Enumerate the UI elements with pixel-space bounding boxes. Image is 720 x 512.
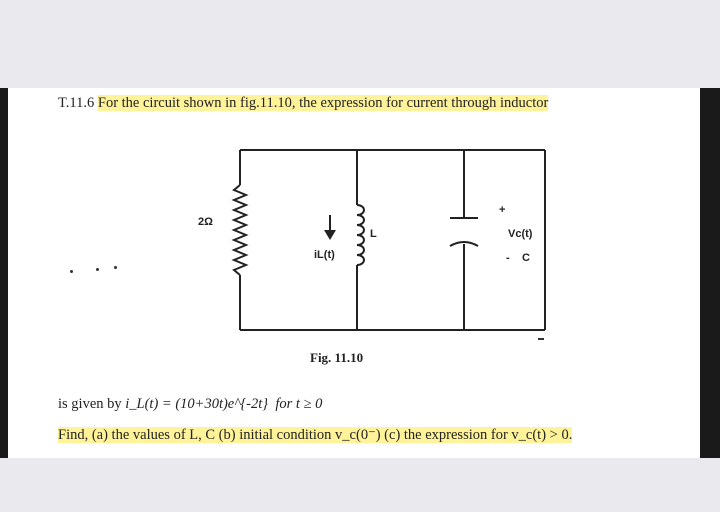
inductor-label: L (370, 228, 377, 240)
capacitor-label: C (522, 252, 530, 264)
problem-text: For the circuit shown in fig.11.10, the expression for current through inductor (97, 95, 549, 111)
top-background (0, 0, 720, 88)
circuit-wires (240, 150, 545, 330)
resistor-label: 2Ω (198, 216, 213, 228)
right-dark-edge (700, 88, 720, 458)
circuit-diagram (160, 140, 580, 365)
problem-statement (58, 95, 548, 112)
bottom-background (0, 458, 720, 512)
given-expression: i_L(t) = (10+30t)e^{-2t} (125, 396, 269, 412)
stray-dot-2 (96, 268, 99, 271)
capacitor-voltage-label: Vc(t) (508, 228, 533, 240)
current-arrowhead (324, 230, 336, 240)
find-text: Find, (a) the values of L, C (b) initial condition v_c(0⁻) (c) the expression for v_c(t) > 0. (58, 427, 573, 443)
capacitor-plus: + (499, 204, 506, 216)
figure-caption: Fig. 11.10 (310, 350, 364, 365)
given-statement (58, 396, 322, 413)
given-prefix: is given by (58, 396, 122, 412)
inductor-symbol (357, 205, 364, 265)
problem-number: T.11.6 (58, 95, 95, 111)
stray-dot-1 (70, 270, 73, 273)
resistor-symbol (234, 185, 246, 275)
capacitor-minus: - (506, 252, 510, 264)
stray-dot-3 (114, 266, 117, 269)
left-dark-edge (0, 88, 8, 458)
given-condition: for t ≥ 0 (275, 396, 323, 412)
stray-marker (538, 338, 544, 340)
inductor-current-label: iL(t) (314, 249, 335, 261)
find-statement (58, 427, 572, 444)
